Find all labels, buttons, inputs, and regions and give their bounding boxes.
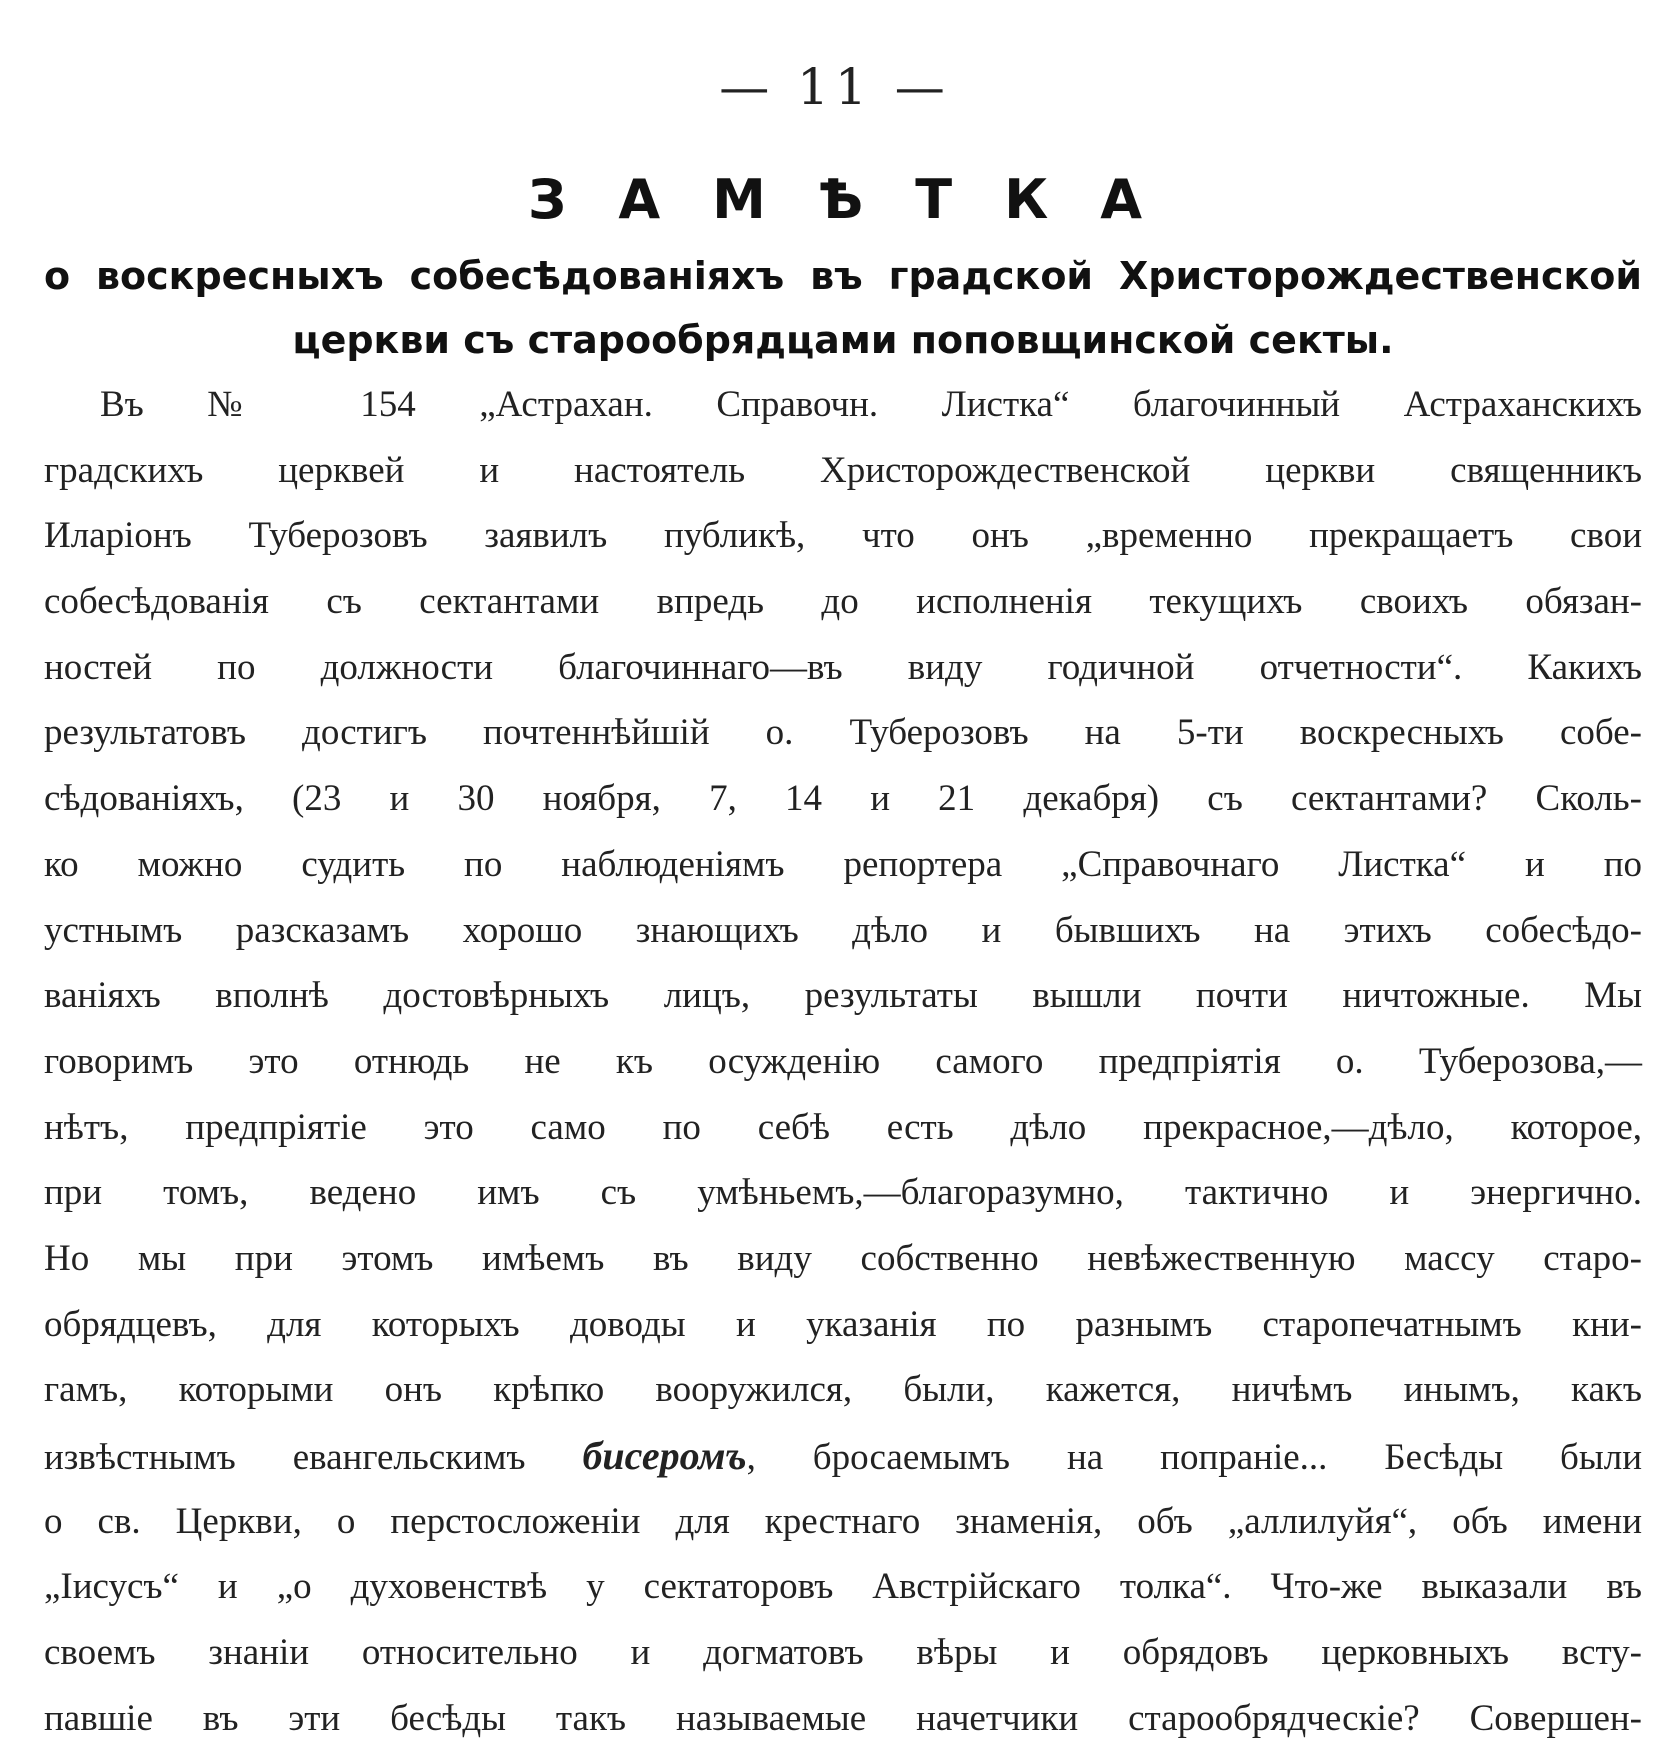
body-line-part: извѣстнымъ евангельскимъ — [44, 1437, 526, 1478]
body-line: устнымъ разсказамъ хорошо знающихъ дѣло и бывшихъ на этихъ собесѣдо- — [44, 909, 1642, 951]
body-line: Но мы при этомъ имѣемъ въ виду собственно невѣжественную массу старо- — [44, 1237, 1642, 1279]
article-body — [44, 372, 1642, 1751]
body-line-with-italic — [44, 1423, 1642, 1489]
body-line: собесѣдованія съ сектантами впредь до исполненія текущихъ своихъ обязан- — [44, 581, 1642, 623]
body-line: своемъ знаніи относительно и догматовъ вѣры и обрядовъ церковныхъ всту- — [44, 1632, 1642, 1674]
body-line: при томъ, ведено имъ съ умѣньемъ,—благоразумно, тактично и энергично. — [44, 1172, 1642, 1214]
body-line: ностей по должности благочиннаго—въ виду годичной отчетности“. Какихъ — [44, 646, 1642, 688]
body-line: ко можно судить по наблюденіямъ репортера „Справочнаго Листка“ и по — [44, 843, 1642, 885]
body-line: о св. Церкви, о перстосложеніи для крестнаго знаменія, объ „аллилуйя“, объ имени — [44, 1500, 1642, 1542]
article-title: ЗАМѢТКА — [527, 168, 1195, 231]
body-line: Въ № 154 „Астрахан. Справочн. Листка“ благочинный Астраханскихъ — [100, 384, 1642, 425]
page-number: — 11 — — [719, 58, 951, 116]
body-line: результатовъ достигъ почтеннѣйшій о. Туберозовъ на 5-ти воскресныхъ собе- — [44, 712, 1642, 754]
italic-word: бисеромъ — [582, 1433, 747, 1478]
body-line: градскихъ церквей и настоятель Христорождественской церкви священникъ — [44, 449, 1642, 491]
subtitle-line-1: о воскресныхъ собесѣдованіяхъ въ градской Христорождественской — [44, 254, 1642, 298]
body-line: гамъ, которыми онъ крѣпко вооружился, были, кажется, ничѣмъ инымъ, какъ — [44, 1369, 1642, 1411]
body-line-part: , бросаемымъ на попраніе... Бесѣды были — [746, 1437, 1643, 1478]
body-line: Иларіонъ Туберозовъ заявилъ публикѣ, что онъ „временно прекращаетъ свои — [44, 515, 1642, 557]
body-line: говоримъ это отнюдь не къ осужденію самого предпріятія о. Туберозова,— — [44, 1040, 1642, 1082]
body-line: ваніяхъ вполнѣ достовѣрныхъ лицъ, результаты вышли почти ничтожные. Мы — [44, 975, 1642, 1017]
body-line: „Іисусъ“ и „о духовенствѣ у сектаторовъ Австрійскаго толка“. Что-же выказали въ — [44, 1566, 1642, 1608]
subtitle-line-2: церкви съ старообрядцами поповщинской секты. — [292, 318, 1394, 362]
article-subtitle — [44, 244, 1642, 372]
body-line: нѣтъ, предпріятіе это само по себѣ есть дѣло прекрасное,—дѣло, которое, — [44, 1106, 1642, 1148]
body-line: павшіе въ эти бесѣды такъ называемые начетчики старообрядческіе? Совершен- — [44, 1697, 1642, 1739]
body-line: обрядцевъ, для которыхъ доводы и указанія по разнымъ старопечатнымъ кни- — [44, 1303, 1642, 1345]
body-line: сѣдованіяхъ, (23 и 30 ноября, 7, 14 и 21 декабря) съ сектантами? Сколь- — [44, 778, 1642, 820]
